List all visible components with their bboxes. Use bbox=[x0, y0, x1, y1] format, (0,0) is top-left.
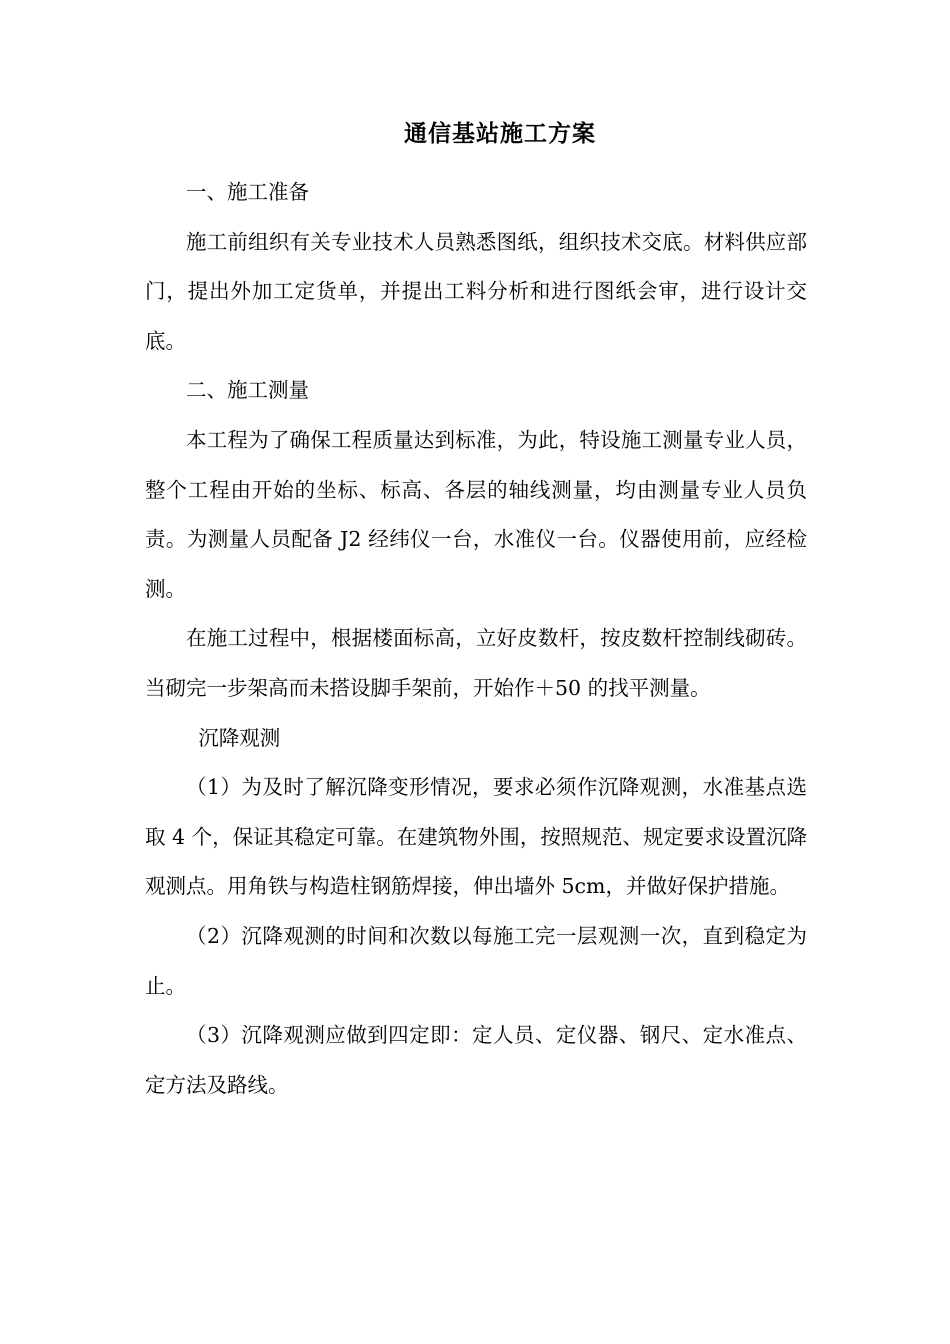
paragraph-survey-staff: 本工程为了确保工程质量达到标准，为此，特设施工测量专业人员，整个工程由开始的坐标、标高、各层的轴线测量，均由测量专业人员负责。为测量人员配备 J2 经纬仪一台，水准仪一台。仪器使用前，应经检测。 bbox=[145, 427, 807, 601]
section-heading-preparation: 一、施工准备 bbox=[186, 180, 309, 204]
paragraph-settlement-2: （2）沉降观测的时间和次数以每施工完一层观测一次，直到稳定为止。 bbox=[145, 923, 807, 998]
paragraph-settlement-3: （3）沉降观测应做到四定即：定人员、定仪器、钢尺、定水准点、定方法及路线。 bbox=[145, 1023, 807, 1097]
page-title: 通信基站施工方案 bbox=[404, 120, 596, 147]
subheading-settlement: 沉降观测 bbox=[198, 725, 281, 750]
document-body bbox=[145, 168, 807, 1110]
paragraph-settlement-1: （1）为及时了解沉降变形情况，要求必须作沉降观测，水准基点选取 4 个，保证其稳定可靠。在建筑物外围，按照规范、规定要求设置沉降观测点。用角铁与构造柱钢筋焊接，伸出墙外 5cm，并做好保护措施。 bbox=[145, 775, 807, 899]
paragraph-preparation: 施工前组织有关专业技术人员熟悉图纸，组织技术交底。材料供应部门，提出外加工定货单，并提出工料分析和进行图纸会审，进行设计交底。 bbox=[145, 229, 807, 353]
paragraph-survey-process: 在施工过程中，根据楼面标高，立好皮数杆，按皮数杆控制线砌砖。当砌完一步架高而未搭设脚手架前，开始作＋50 的找平测量。 bbox=[145, 626, 807, 700]
section-heading-survey: 二、施工测量 bbox=[186, 378, 309, 403]
